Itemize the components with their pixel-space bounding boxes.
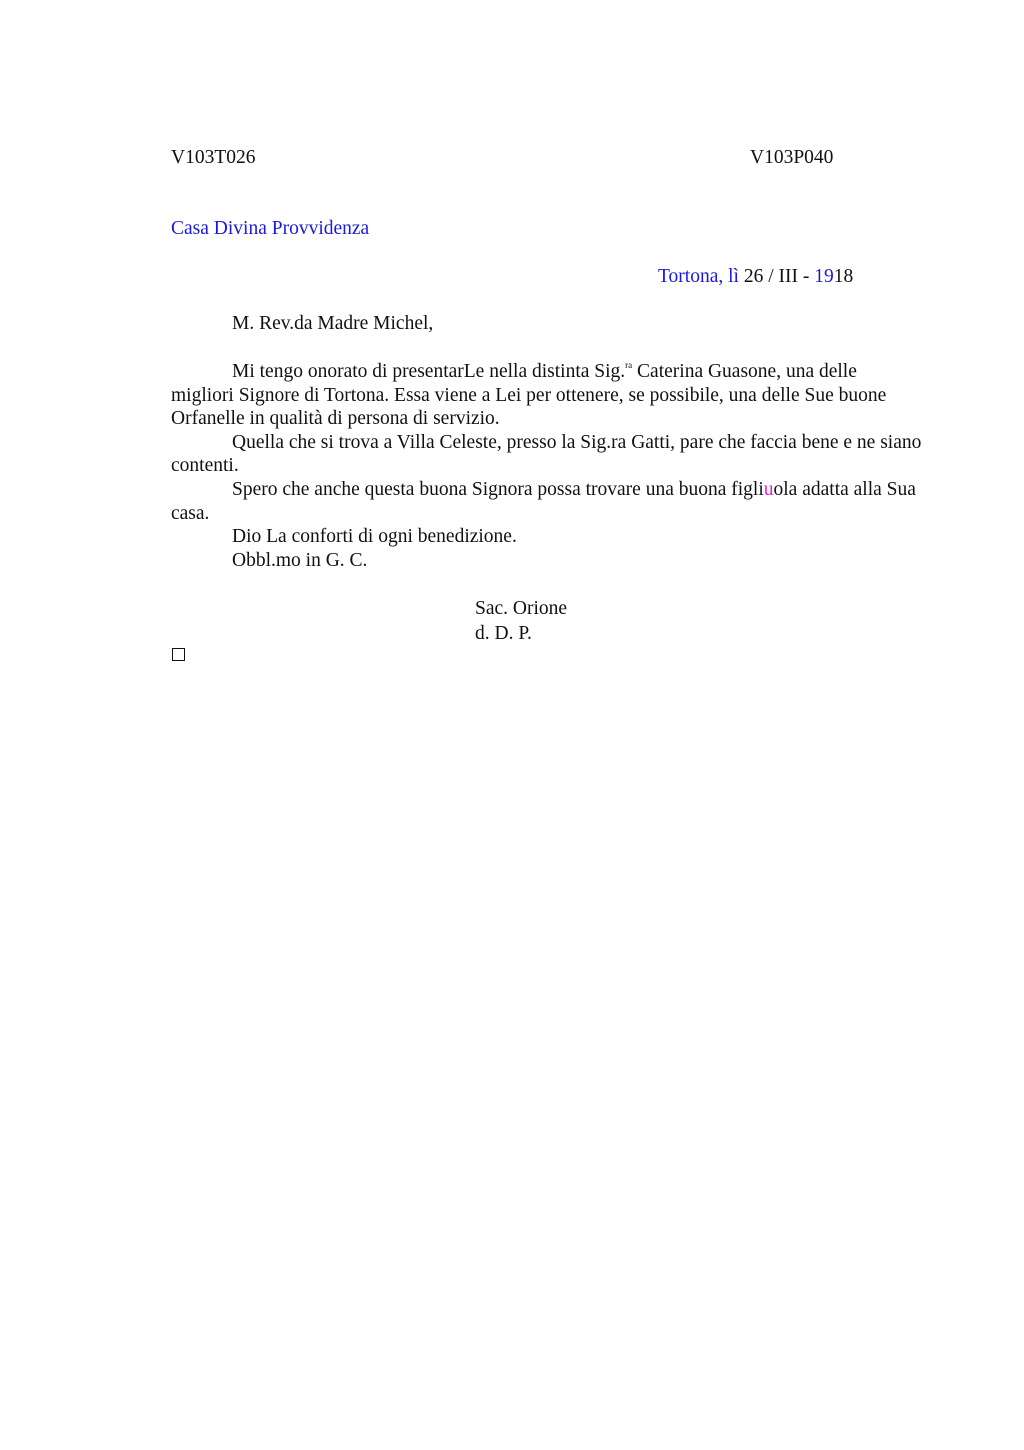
document-code-right: V103P040 xyxy=(750,147,834,168)
salutation: M. Rev.da Madre Michel, xyxy=(232,313,434,334)
dateline-place: Tortona, lì xyxy=(658,266,739,287)
document-code-left: V103T026 xyxy=(171,147,256,168)
signature-line-2: d. D. P. xyxy=(475,622,532,644)
paragraph-4: Dio La conforti di ogni benedizione. xyxy=(232,526,517,548)
paragraph-3-start: Spero che anche questa buona Signora possa trovare una buona figli xyxy=(232,478,764,500)
dateline xyxy=(658,265,853,289)
letterhead: Casa Divina Provvidenza xyxy=(171,218,370,239)
dateline-date: 26 / III - xyxy=(738,266,815,287)
paragraph-5: Obbl.mo in G. C. xyxy=(232,549,368,571)
correction-mark: u xyxy=(763,478,774,500)
signature-block xyxy=(475,597,567,646)
letter-body xyxy=(171,360,923,572)
dateline-year-written: 18 xyxy=(833,266,854,287)
paragraph-1-end: Caterina Guasone, una delle migliori Signore di Tortona. Essa viene a Lei per ottenere, se possibile, una delle Sue buone Orfanelle in qualità di persona di servizio. xyxy=(171,361,887,430)
paragraph-2: Quella che si trova a Villa Celeste, presso la Sig.ra Gatti, pare che faccia bene e ne siano contenti. xyxy=(171,431,922,477)
dateline-year-printed: 19 xyxy=(814,266,834,287)
superscript-ra: ra xyxy=(625,360,633,370)
paragraph-3 xyxy=(171,478,923,525)
paragraph-1-start: Mi tengo onorato di presentarLe nella distinta Sig. xyxy=(232,361,626,382)
signature-line-1: Sac. Orione xyxy=(475,598,568,619)
end-of-document-box-icon xyxy=(172,648,185,661)
paragraph-3-end: ola adatta alla Sua casa. xyxy=(171,478,916,524)
paragraph-1 xyxy=(171,360,923,431)
